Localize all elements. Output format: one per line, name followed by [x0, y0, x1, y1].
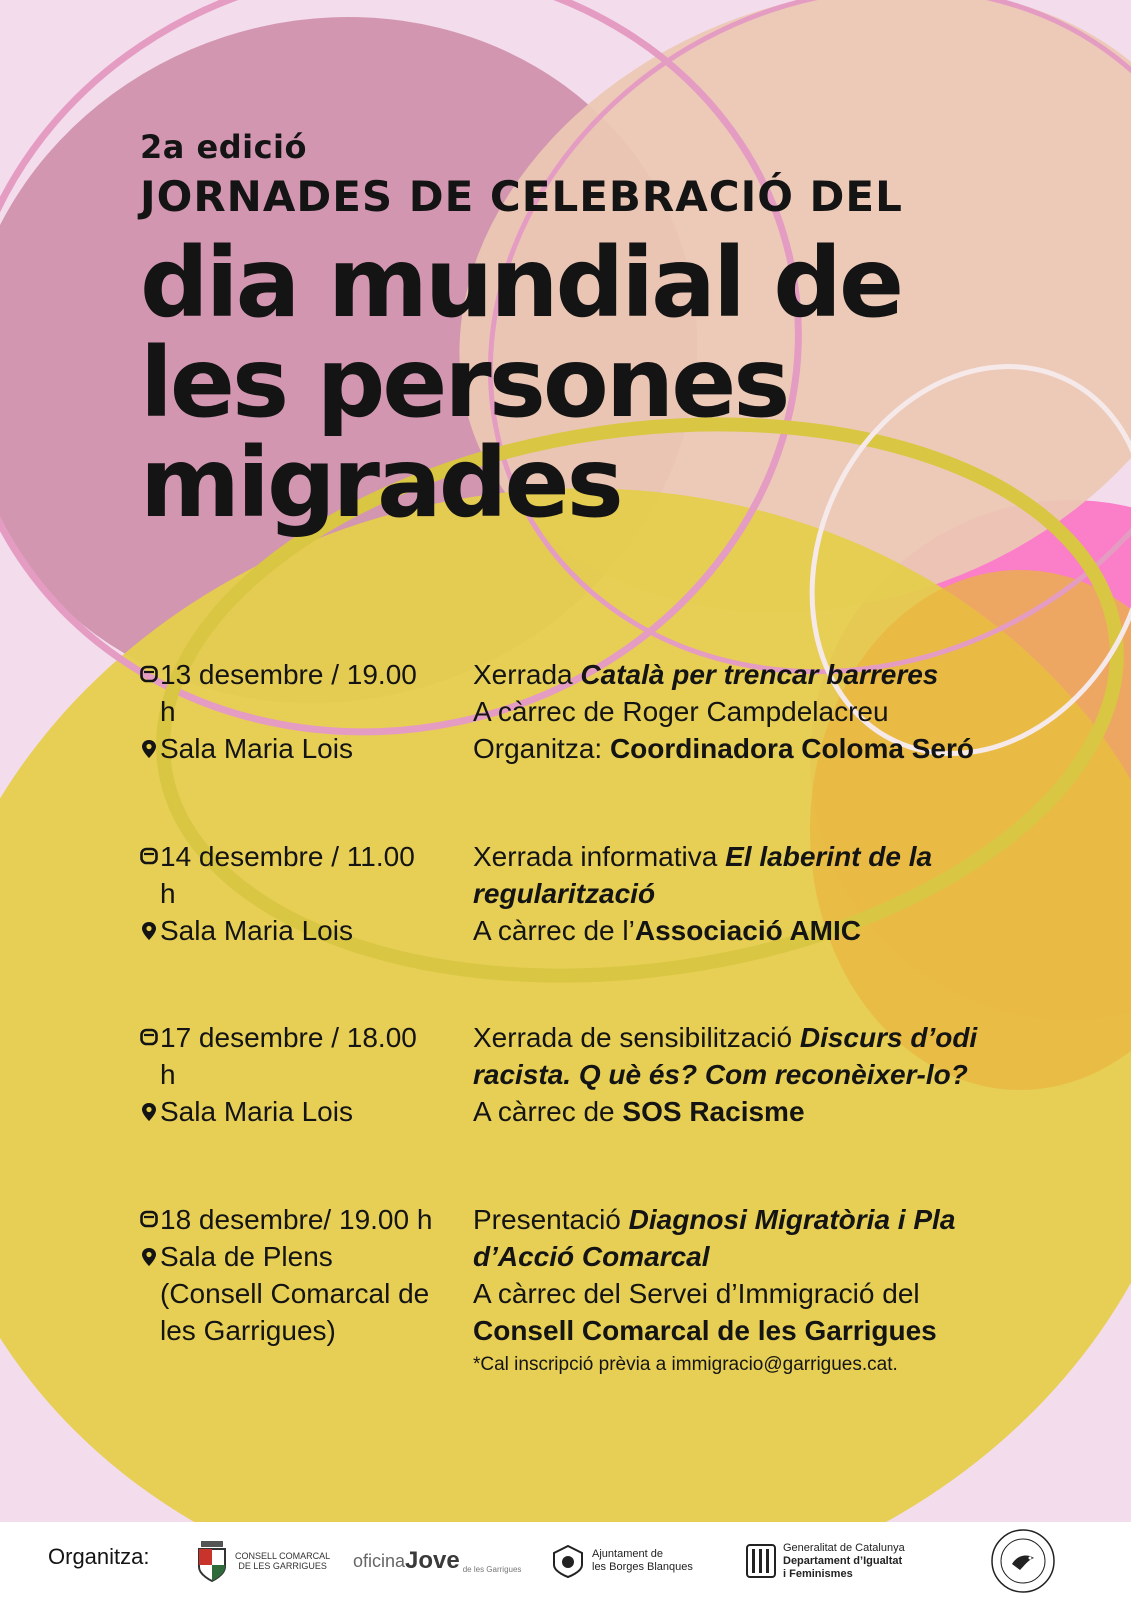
event-title: Diagnosi Migratòria i Pla d’Acció Comarcal: [473, 1204, 956, 1272]
coloma-sero-seal-icon: [990, 1528, 1056, 1594]
ajuntament-logo: [550, 1522, 693, 1600]
event-place: Sala Maria Lois: [160, 733, 353, 764]
event-place: Sala Maria Lois: [160, 915, 353, 946]
oficina-logo-sub: de les Garrigues: [462, 1564, 522, 1574]
main-title-line-1: dia mundial de: [140, 227, 902, 339]
event-type: Xerrada: [473, 659, 573, 690]
event-speaker: A càrrec de Roger Campdelacreu: [473, 696, 889, 727]
coloma-sero-logo: [990, 1522, 1056, 1600]
event-date: 17 desembre / 18.00 h: [160, 1022, 417, 1090]
event-title: Català per trencar barreres: [580, 659, 939, 690]
main-title-line-3: migrades: [140, 427, 621, 539]
event-title: Discurs d’odi racista. Q uè és? Com reconèixer-lo?: [473, 1022, 978, 1090]
consell-comarcal-logo: [195, 1522, 330, 1600]
oficina-jove-logo: [353, 1522, 521, 1600]
event-date: 14 desembre / 11.00 h: [160, 841, 415, 909]
event-speaker-prefix: A càrrec de l’: [473, 915, 635, 946]
event-type: Xerrada informativa: [473, 841, 718, 872]
jove-logo-word: Jove: [405, 1547, 460, 1574]
event-speaker-prefix: A càrrec del Servei d’Immigració del: [473, 1278, 920, 1309]
main-title: [140, 227, 1040, 539]
event-organizer-label: Organitza:: [473, 733, 603, 764]
generalitat-logo-line-1: Generalitat de Catalunya: [783, 1541, 905, 1554]
event-type: Xerrada de sensibilització: [473, 1022, 793, 1053]
event-type: Presentació: [473, 1204, 621, 1235]
registration-note: *Cal inscripció prèvia a immigracio@garrigues.cat.: [473, 1354, 898, 1375]
clock-icon: [138, 838, 160, 865]
location-pin-icon: [138, 1093, 160, 1122]
event-place: [160, 1238, 429, 1349]
poster-header: [140, 128, 1040, 539]
generalitat-logo-line-3: i Feminismes: [783, 1567, 853, 1580]
consell-logo-line-2: DE LES GARRIGUES: [238, 1561, 327, 1571]
ajuntament-logo-line-2: les Borges Blanques: [592, 1561, 693, 1573]
event-date: 13 desembre / 19.00 h: [160, 659, 417, 727]
event-heading: [473, 838, 1018, 912]
generalitat-logo-line-2: Departament d’Igualtat: [783, 1554, 903, 1567]
event-speaker-prefix: A càrrec de: [473, 1096, 615, 1127]
event-organizer: [473, 730, 1018, 767]
clock-icon: [138, 1201, 160, 1228]
oficina-logo-word: oficina: [353, 1550, 406, 1571]
organizers-label: Organitza:: [48, 1544, 150, 1569]
crest-icon: [550, 1543, 586, 1579]
event-heading: [473, 656, 1018, 693]
shield-icon: [195, 1539, 229, 1583]
event-speaker: [473, 1093, 1018, 1130]
event-place-line-3: les Garrigues): [160, 1315, 336, 1346]
event-speaker-name: Consell Comarcal de les Garrigues: [473, 1315, 937, 1346]
event-title: El laberint de la regularització: [473, 841, 933, 909]
event-organizer-name: Coordinadora Coloma Seró: [609, 733, 974, 764]
event-place-line-2: (Consell Comarcal de: [160, 1278, 430, 1309]
event-place-line-1: Sala de Plens: [160, 1241, 333, 1272]
main-title-line-2: les persones: [140, 327, 788, 439]
event-heading: [473, 1201, 1018, 1275]
location-pin-icon: [138, 1238, 160, 1267]
event-speaker-name: Associació AMIC: [634, 915, 861, 946]
event-heading: [473, 1019, 1018, 1093]
senyera-icon: [745, 1543, 777, 1579]
event-speaker-name: SOS Racisme: [622, 1096, 805, 1127]
generalitat-logo: [745, 1522, 905, 1600]
clock-icon: [138, 1019, 160, 1046]
clock-icon: [138, 656, 160, 683]
location-pin-icon: [138, 912, 160, 941]
kicker-title: JORNADES DE CELEBRACIÓ DEL: [140, 172, 903, 221]
event-place: Sala Maria Lois: [160, 1096, 353, 1127]
event-speaker: [473, 912, 1018, 949]
edition-label: 2a edició: [140, 128, 307, 166]
consell-logo-line-1: CONSELL COMARCAL: [235, 1551, 331, 1561]
organizers-footer: [0, 1522, 1131, 1600]
location-pin-icon: [138, 730, 160, 759]
ajuntament-logo-line-1: Ajuntament de: [592, 1548, 663, 1560]
event-date: 18 desembre/ 19.00 h: [160, 1204, 433, 1235]
